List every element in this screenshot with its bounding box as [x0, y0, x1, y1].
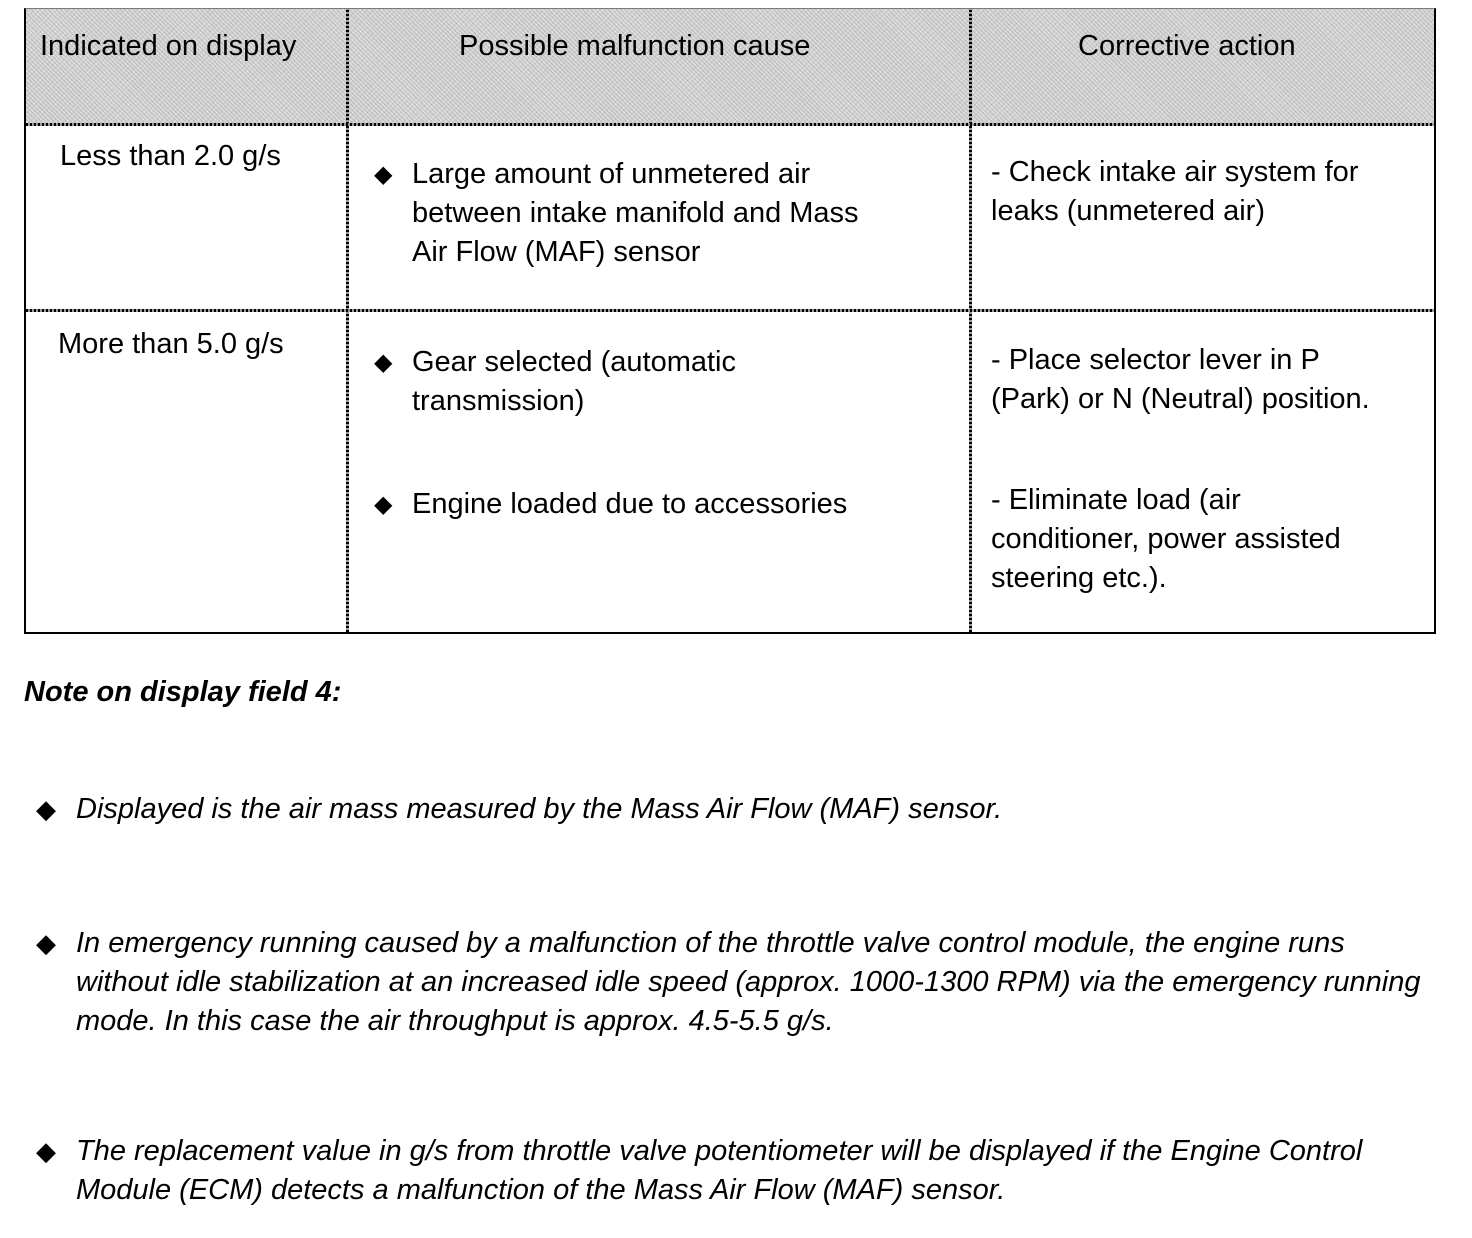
column-divider [969, 9, 972, 632]
diamond-bullet-icon: ◆ [374, 491, 393, 518]
row1-indicated-value: Less than 2.0 g/s [60, 140, 281, 172]
diamond-bullet-icon: ◆ [36, 928, 56, 958]
row2-action-text: - Place selector lever in P (Park) or N (Neutral) position. [991, 344, 1370, 415]
note-item-text: In emergency running caused by a malfunction of the throttle valve control module, the engine runs without idle stabilization at an increased idle speed (approx. 1000-1300 RPM) via the emergency running mode. In this case the air throughput is approx. 4.5-5.5 g/s. [76, 927, 1421, 1037]
diagnostic-table [24, 8, 1436, 634]
header-possible-malfunction-cause: Possible malfunction cause [459, 30, 811, 62]
note-title: Note on display field 4: [24, 676, 342, 708]
column-divider [346, 9, 349, 632]
diamond-bullet-icon: ◆ [374, 349, 393, 376]
row2-cause-text: Engine loaded due to accessories [412, 488, 848, 520]
row2-cause-text: Gear selected (automatic transmission) [412, 346, 736, 417]
header-corrective-action: Corrective action [1078, 30, 1296, 62]
row1-action-text: - Check intake air system for leaks (unmetered air) [991, 156, 1359, 227]
diamond-bullet-icon: ◆ [36, 1136, 56, 1166]
row-divider [26, 123, 1434, 126]
row-divider [26, 309, 1434, 312]
row2-indicated-value: More than 5.0 g/s [58, 328, 284, 360]
diamond-bullet-icon: ◆ [36, 794, 56, 824]
row2-action-text: - Eliminate load (air conditioner, power assisted steering etc.). [991, 484, 1341, 594]
note-item-text: Displayed is the air mass measured by the Mass Air Flow (MAF) sensor. [76, 793, 1003, 825]
header-indicated-on-display: Indicated on display [40, 30, 297, 62]
note-item-text: The replacement value in g/s from throttle valve potentiometer will be displayed if the Engine Control Module (ECM) detects a malfunction of the Mass Air Flow (MAF) sensor. [76, 1135, 1363, 1206]
row1-cause-text: Large amount of unmetered air between intake manifold and Mass Air Flow (MAF) sensor [412, 158, 859, 268]
diamond-bullet-icon: ◆ [374, 161, 393, 188]
